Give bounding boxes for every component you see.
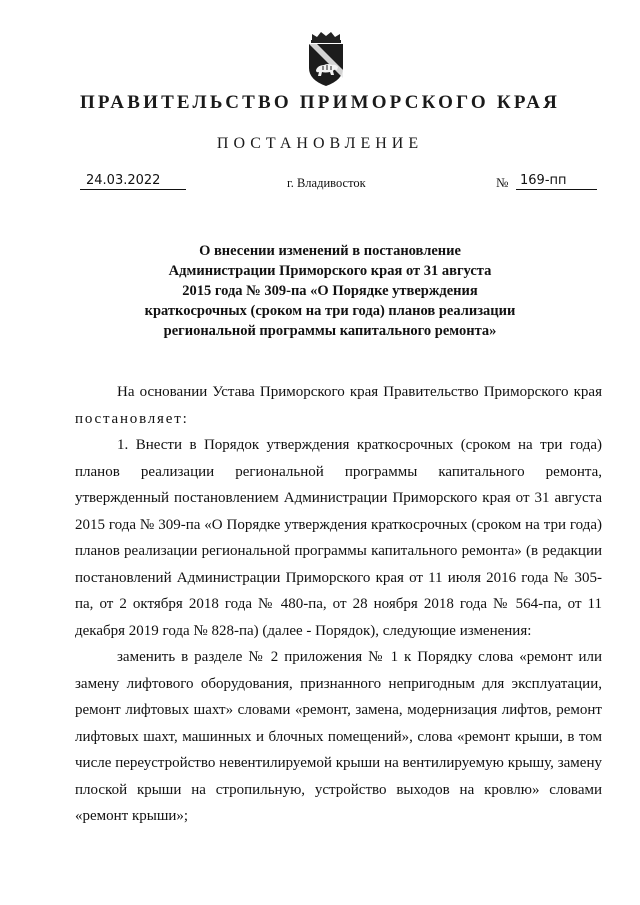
paragraph-changes: заменить в разделе № 2 приложения № 1 к Порядку слова «ремонт или замену лифтового оборудования, признанного непригодным для эксплуатации, ремонт лифтовых шахт» словами «ремонт, замена, модернизация лифтов, ремонт лифтовых шахт, машинных и блочных помещений», слова «ремонт крыши, в том числе переустройство невентилируемой крыши на вентилируемую крышу, замену плоской крыши на стропильную, устройство выходов на кровлю» словами «ремонт крыши»; [75, 649, 602, 824]
paragraph-preamble [75, 379, 602, 432]
document-number-label: № [496, 175, 509, 190]
title-line: 2015 года № 309-па «О Порядке утверждения [182, 283, 478, 299]
document-date: 24.03.2022 [80, 173, 186, 190]
preamble-text: На основании Устава Приморского края Правительство Приморского края [117, 384, 602, 400]
document-body [75, 379, 602, 830]
document-title [100, 241, 560, 341]
authority-name: ПРАВИТЕЛЬСТВО ПРИМОРСКОГО КРАЯ [79, 92, 561, 113]
resolves-word: постановляет: [75, 410, 189, 427]
paragraph-item-1: 1. Внести в Порядок утверждения краткосрочных (сроком на три года) планов реализации региональной программы капитального ремонта, утвержденный постановлением Администрации Приморского края от 31 августа 2015 года № 309-па «О Порядке утверждения краткосрочных (сроком на три года) планов реализации региональной программы капитального ремонта» (в редакции постановлений Администрации Приморского края от 11 июля 2016 года № 305-па, от 2 октября 2018 года № 480-па, от 28 ноября 2018 года № 564-па, от 11 декабря 2019 года № 828-па) (далее - Порядок), следующие изменения: [75, 437, 602, 639]
document-number: 169-пп [516, 173, 597, 190]
document-type: ПОСТАНОВЛЕНИЕ [216, 135, 424, 152]
title-line: краткосрочных (сроком на три года) планов реализации [144, 303, 516, 319]
title-line: региональной программы капитального ремонта» [163, 323, 497, 339]
title-line: О внесении изменений в постановление [199, 243, 461, 259]
document-city: г. Владивосток [287, 176, 366, 190]
coat-of-arms-icon [303, 30, 349, 88]
title-line: Администрации Приморского края от 31 августа [168, 263, 492, 279]
